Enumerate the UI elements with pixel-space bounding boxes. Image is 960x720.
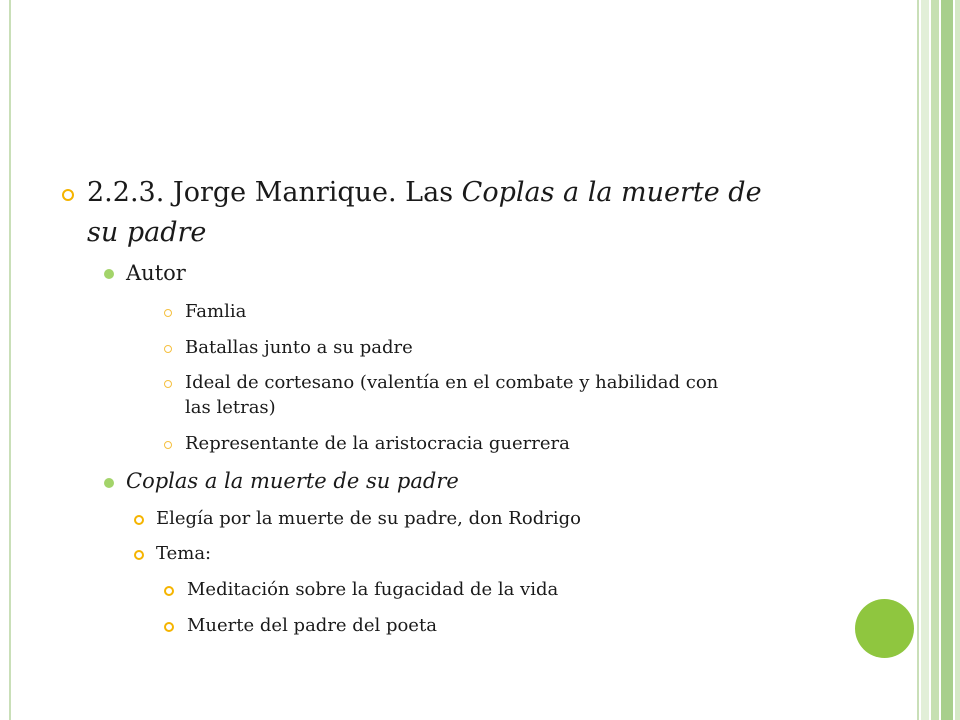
autor-item: Representante de la aristocracia guerrera bbox=[185, 433, 570, 454]
heading-title-italic: Coplas a la muerte de bbox=[461, 177, 762, 208]
bullet-ring-icon bbox=[134, 515, 144, 525]
bullet-ring-icon bbox=[164, 622, 174, 632]
tema-item: Meditación sobre la fugacidad de la vida bbox=[187, 579, 559, 600]
coplas-elegia: Elegía por la muerte de su padre, don Rodrigo bbox=[156, 508, 581, 529]
bullet-ring-icon bbox=[164, 309, 172, 317]
bullet-ring-icon bbox=[164, 380, 172, 388]
bullet-ring-icon bbox=[134, 550, 144, 560]
bullet-ring-icon bbox=[164, 345, 172, 353]
autor-item-continued: las letras) bbox=[185, 397, 276, 418]
bullet-ring-icon bbox=[62, 189, 74, 201]
heading-line-2: su padre bbox=[87, 217, 207, 248]
autor-label: Autor bbox=[126, 261, 186, 285]
autor-item: Batallas junto a su padre bbox=[185, 337, 413, 358]
bullet-ring-icon bbox=[164, 441, 172, 449]
autor-item: Famlia bbox=[185, 301, 247, 322]
bullet-dot-icon bbox=[104, 478, 114, 488]
autor-item: Ideal de cortesano (valentía en el combate y habilidad con bbox=[185, 372, 719, 393]
tema-item: Muerte del padre del poeta bbox=[187, 615, 437, 636]
heading-text: 2.2.3. Jorge Manrique. Las bbox=[87, 177, 462, 208]
heading-line-1 bbox=[87, 174, 762, 212]
bullet-ring-icon bbox=[164, 586, 174, 596]
coplas-label: Coplas a la muerte de su padre bbox=[126, 469, 459, 493]
tema-label: Tema: bbox=[156, 543, 212, 564]
bullet-dot-icon bbox=[104, 269, 114, 279]
